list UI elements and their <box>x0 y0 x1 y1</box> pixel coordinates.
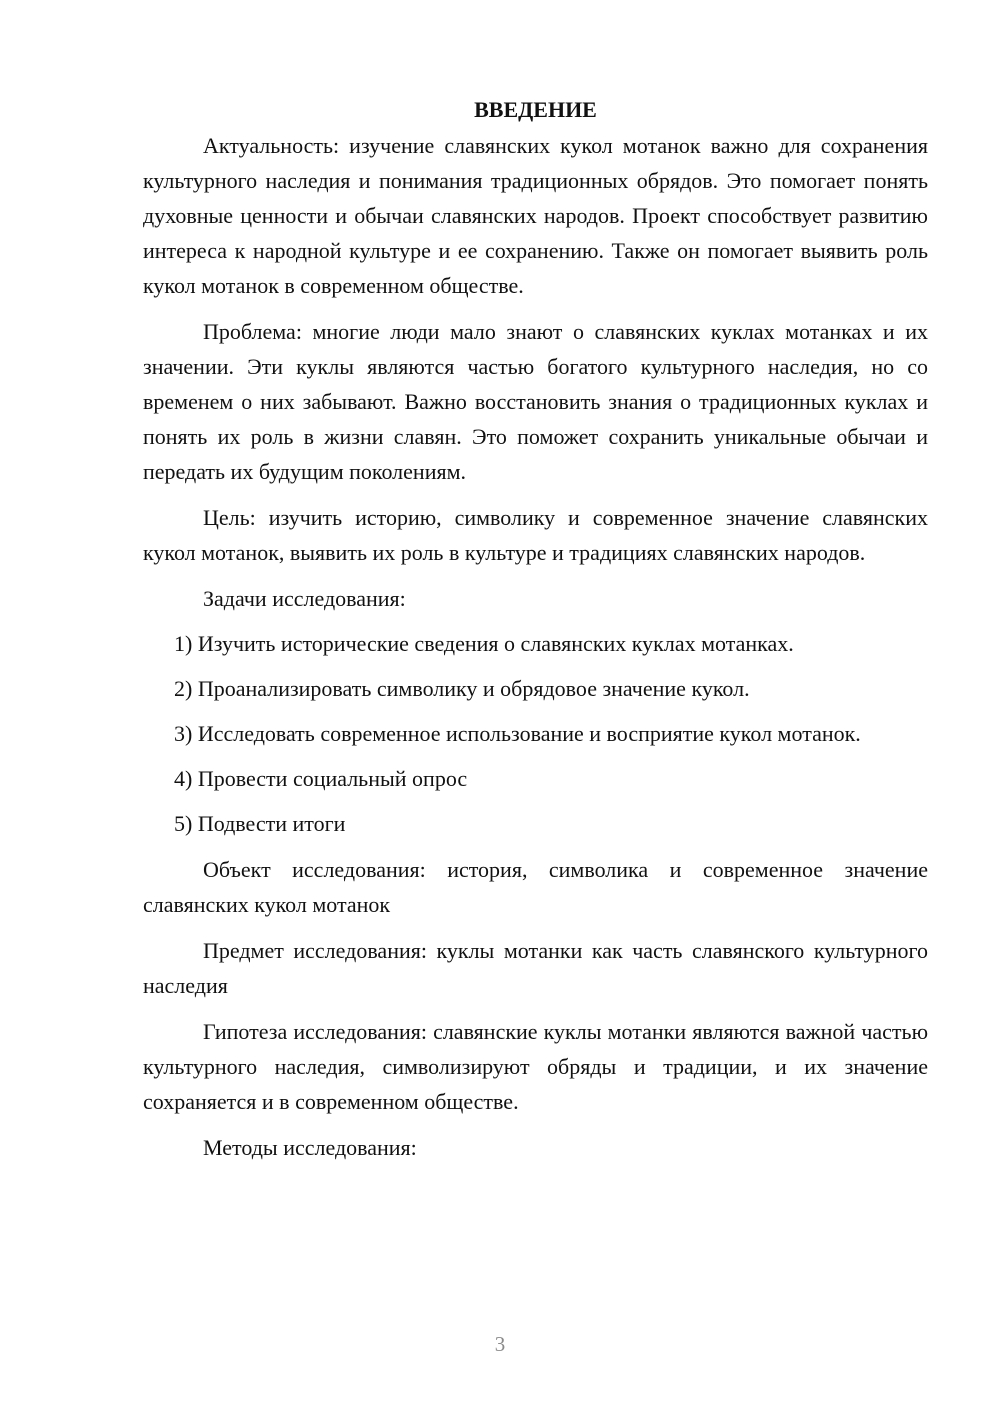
document-page <box>143 92 928 1165</box>
paragraph-subject: Предмет исследования: куклы мотанки как часть славянского культурного наследия <box>143 938 928 998</box>
task-item-1: 1) Изучить исторические сведения о славянских куклах мотанках. <box>174 631 794 656</box>
paragraph-hypothesis: Гипотеза исследования: славянские куклы мотанки являются важной частью культурного наследия, символизируют обряды и традиции, и их значение сохраняется и в современном обществе. <box>143 1019 928 1114</box>
page-number: 3 <box>494 1332 506 1356</box>
paragraph-object: Объект исследования: история, символика и современное значение славянских кукол мотанок <box>143 857 928 917</box>
paragraph-relevance: Актуальность: изучение славянских кукол мотанок важно для сохранения культурного наследия и понимания традиционных обрядов. Это помогает понять духовные ценности и обычаи славянских народов. Проект способствует развитию интереса к народной культуре и ее сохранению. Также он помогает выявить роль кукол мотанок в современном обществе. <box>143 133 928 298</box>
paragraph-methods-heading: Методы исследования: <box>203 1135 417 1160</box>
paragraph-tasks-heading: Задачи исследования: <box>203 586 406 611</box>
paragraph-problem: Проблема: многие люди мало знают о славянских куклах мотанках и их значении. Эти куклы являются частью богатого культурного наследия, но со временем о них забывают. Важно восстановить знания о традиционных куклах и понять их роль в жизни славян. Это поможет сохранить уникальные обычаи и передать их будущим поколениям. <box>143 319 928 484</box>
section-heading: ВВЕДЕНИЕ <box>474 97 597 122</box>
task-item-4: 4) Провести социальный опрос <box>174 766 468 791</box>
paragraph-goal: Цель: изучить историю, символику и современное значение славянских кукол мотанок, выявить их роль в культуре и традициях славянских народов. <box>143 505 928 565</box>
task-item-2: 2) Проанализировать символику и обрядовое значение кукол. <box>174 676 750 701</box>
task-item-3: 3) Исследовать современное использование и восприятие кукол мотанок. <box>174 721 861 746</box>
task-item-5: 5) Подвести итоги <box>174 811 346 836</box>
